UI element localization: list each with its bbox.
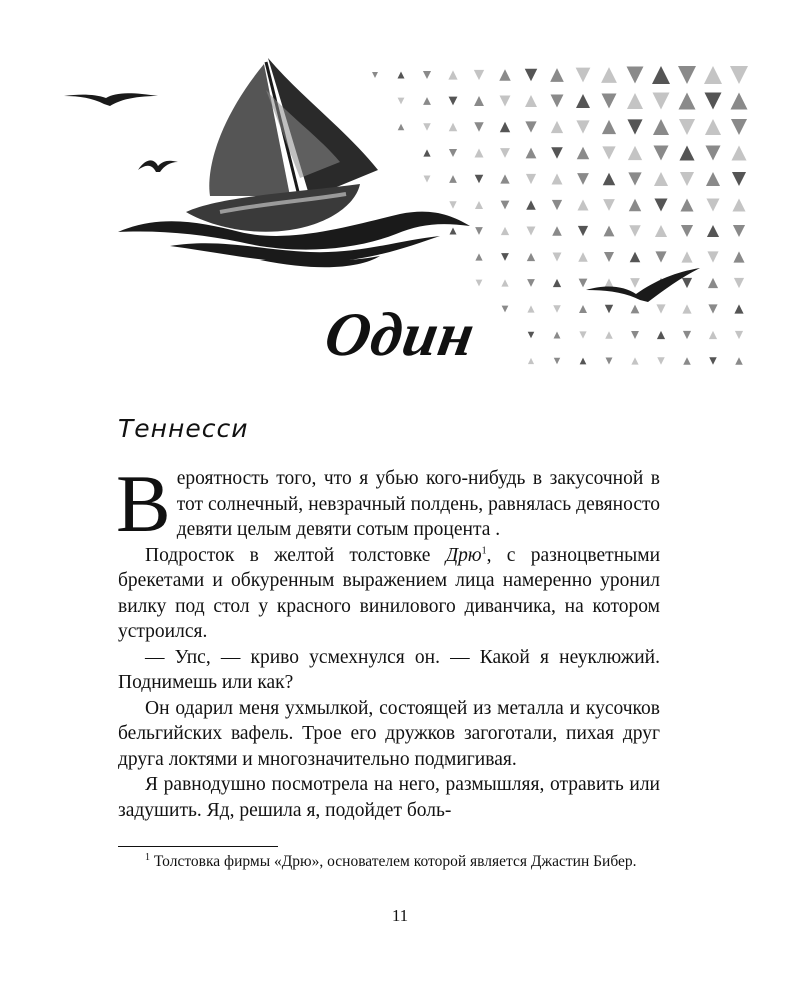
pattern-triangle bbox=[476, 280, 483, 287]
pattern-triangle bbox=[704, 66, 722, 84]
pattern-triangle bbox=[501, 227, 509, 235]
narrator-heading: Теннесси bbox=[118, 414, 249, 443]
seagull-icon bbox=[64, 93, 158, 106]
pattern-triangle bbox=[731, 119, 747, 135]
pattern-triangle bbox=[501, 201, 510, 210]
pattern-triangle bbox=[475, 227, 483, 235]
pattern-triangle bbox=[733, 251, 744, 262]
footnote-text: Толстовка фирмы «Дрю», основателем которой является Джастин Бибер. bbox=[150, 853, 637, 870]
pattern-triangle bbox=[474, 96, 484, 106]
pattern-triangle bbox=[705, 119, 721, 135]
pattern-triangle bbox=[551, 95, 564, 108]
pattern-triangle bbox=[627, 93, 643, 109]
pattern-triangle bbox=[500, 122, 510, 132]
pattern-triangle bbox=[602, 146, 615, 159]
pattern-triangle bbox=[678, 66, 696, 84]
pattern-triangle bbox=[449, 201, 456, 208]
pattern-triangle bbox=[551, 121, 563, 133]
pattern-triangle bbox=[629, 225, 641, 237]
pattern-triangle bbox=[681, 251, 692, 262]
paragraph: Я равнодушно посмотрела на него, размышляя, отравить или задушить. Яд, решила я, подойдет боль- bbox=[118, 774, 660, 821]
pattern-triangle bbox=[579, 279, 588, 288]
pattern-triangle bbox=[526, 174, 536, 184]
pattern-triangle bbox=[423, 71, 431, 79]
drop-cap: В bbox=[116, 458, 171, 549]
pattern-triangle bbox=[730, 66, 748, 84]
pattern-triangle bbox=[628, 172, 641, 185]
footnote-divider bbox=[118, 846, 278, 847]
chapter-title: Один bbox=[319, 301, 481, 369]
pattern-triangle bbox=[627, 119, 642, 134]
pattern-triangle bbox=[577, 173, 589, 185]
sailboat-icon bbox=[186, 58, 378, 232]
pattern-triangle bbox=[475, 253, 482, 260]
pattern-triangle bbox=[475, 201, 483, 209]
pattern-triangle bbox=[449, 123, 457, 131]
pattern-triangle bbox=[475, 149, 484, 158]
pattern-triangle bbox=[732, 198, 745, 211]
pattern-triangle bbox=[655, 251, 666, 262]
pattern-triangle bbox=[551, 147, 563, 159]
pattern-triangle bbox=[653, 119, 669, 135]
pattern-triangle bbox=[578, 200, 589, 211]
seagull-icon bbox=[586, 268, 700, 302]
pattern-triangle bbox=[604, 226, 615, 237]
page-number: 11 bbox=[391, 906, 409, 925]
pattern-triangle bbox=[602, 120, 616, 134]
paragraph: — Упс, — криво усмехнулся он. — Какой я неуклюжий. Поднимешь или как? bbox=[118, 646, 660, 693]
pattern-triangle bbox=[449, 227, 456, 234]
pattern-triangle bbox=[655, 225, 667, 237]
pattern-triangle bbox=[707, 225, 719, 237]
pattern-triangle bbox=[652, 92, 669, 109]
pattern-triangle bbox=[678, 92, 695, 109]
pattern-triangle bbox=[705, 145, 720, 160]
pattern-triangle bbox=[629, 199, 641, 211]
pattern-triangle bbox=[604, 252, 614, 262]
pattern-triangle bbox=[680, 172, 694, 186]
pattern-triangle bbox=[601, 67, 617, 83]
pattern-triangle bbox=[527, 279, 535, 287]
paragraph bbox=[118, 543, 660, 645]
pattern-triangle bbox=[474, 122, 483, 131]
pattern-triangle bbox=[578, 252, 587, 261]
pattern-triangle bbox=[681, 225, 693, 237]
pattern-triangle bbox=[398, 98, 405, 105]
pattern-triangle bbox=[501, 279, 508, 286]
pattern-triangle bbox=[603, 199, 615, 211]
pattern-triangle bbox=[424, 176, 431, 183]
paragraph-text: Подросток в желтой толстовке bbox=[145, 544, 446, 566]
pattern-triangle bbox=[733, 225, 745, 237]
pattern-triangle bbox=[601, 93, 616, 108]
pattern-triangle bbox=[474, 70, 484, 80]
pattern-triangle bbox=[706, 172, 720, 186]
pattern-triangle bbox=[550, 68, 564, 82]
pattern-triangle bbox=[708, 278, 718, 288]
pattern-triangle bbox=[449, 149, 457, 157]
pattern-triangle bbox=[730, 92, 747, 109]
footnote-ref: 1 bbox=[481, 545, 487, 556]
pattern-triangle bbox=[680, 198, 693, 211]
pattern-triangle bbox=[552, 226, 562, 236]
pattern-triangle bbox=[527, 227, 536, 236]
pattern-triangle bbox=[653, 145, 668, 160]
pattern-triangle bbox=[707, 251, 718, 262]
pattern-triangle bbox=[500, 96, 511, 107]
pattern-triangle bbox=[398, 124, 405, 131]
paragraph: Он одарил меня ухмылкой, состоящей из металла и кусочков бельгийских вафель. Трое его дружков загоготали, пихая друг друга локтями и многозначительно подмигивая. bbox=[118, 697, 660, 770]
pattern-triangle bbox=[423, 149, 430, 156]
pattern-triangle bbox=[603, 173, 616, 186]
pattern-triangle bbox=[423, 123, 431, 131]
pattern-triangle bbox=[500, 174, 509, 183]
pattern-triangle bbox=[526, 148, 537, 159]
pattern-triangle bbox=[630, 252, 641, 263]
paragraph bbox=[116, 458, 660, 549]
pattern-triangle bbox=[627, 67, 644, 84]
pattern-triangle bbox=[397, 71, 404, 78]
pattern-triangle bbox=[553, 279, 561, 287]
pattern-triangle bbox=[525, 69, 538, 82]
pattern-triangle bbox=[525, 121, 536, 132]
body-text bbox=[116, 458, 661, 823]
pattern-triangle bbox=[449, 97, 458, 106]
pattern-triangle bbox=[654, 172, 668, 186]
pattern-triangle bbox=[679, 145, 694, 160]
pattern-triangle bbox=[577, 147, 589, 159]
pattern-triangle bbox=[576, 94, 590, 108]
paragraph-text: ероятность того, что я убью кого-нибудь в закусочной в тот солнечный, невзрачный полдень, равнялась девяносто девяти целым девяти сотым процента . bbox=[176, 468, 660, 540]
pattern-triangle bbox=[734, 278, 744, 288]
pattern-triangle bbox=[704, 92, 721, 109]
pattern-triangle bbox=[682, 278, 692, 288]
pattern-triangle bbox=[654, 198, 667, 211]
pattern-triangle bbox=[423, 97, 431, 105]
pattern-triangle bbox=[732, 172, 746, 186]
pattern-triangle bbox=[449, 175, 457, 183]
pattern-triangle bbox=[448, 70, 457, 79]
pattern-triangle bbox=[630, 278, 640, 288]
brand-name: Дрю bbox=[445, 544, 482, 566]
pattern-triangle bbox=[576, 120, 589, 133]
footnote bbox=[118, 852, 660, 872]
pattern-triangle bbox=[526, 200, 536, 210]
pattern-triangle bbox=[552, 174, 563, 185]
pattern-triangle bbox=[652, 66, 670, 84]
seagull-icon bbox=[138, 160, 178, 172]
footnote-marker: 1 bbox=[145, 851, 150, 863]
pattern-triangle bbox=[500, 148, 510, 158]
pattern-triangle bbox=[553, 253, 562, 262]
pattern-triangle bbox=[679, 119, 695, 135]
pattern-triangle bbox=[501, 253, 509, 261]
pattern-triangle bbox=[372, 72, 378, 78]
pattern-triangle bbox=[706, 198, 719, 211]
pattern-triangle bbox=[527, 253, 535, 261]
pattern-triangle bbox=[525, 95, 537, 107]
paragraph-text: , с разноцветными брекетами и обкуренным выражением лица намеренно уронил вилку под стол у красного винилового диванчика, на котором устроился. bbox=[118, 544, 661, 642]
pattern-triangle bbox=[604, 278, 613, 287]
pattern-triangle bbox=[578, 226, 588, 236]
pattern-triangle bbox=[475, 175, 484, 184]
pattern-triangle bbox=[552, 200, 562, 210]
pattern-triangle bbox=[499, 69, 510, 80]
pattern-triangle bbox=[576, 68, 591, 83]
pattern-triangle bbox=[628, 146, 642, 160]
pattern-triangle bbox=[731, 145, 746, 160]
